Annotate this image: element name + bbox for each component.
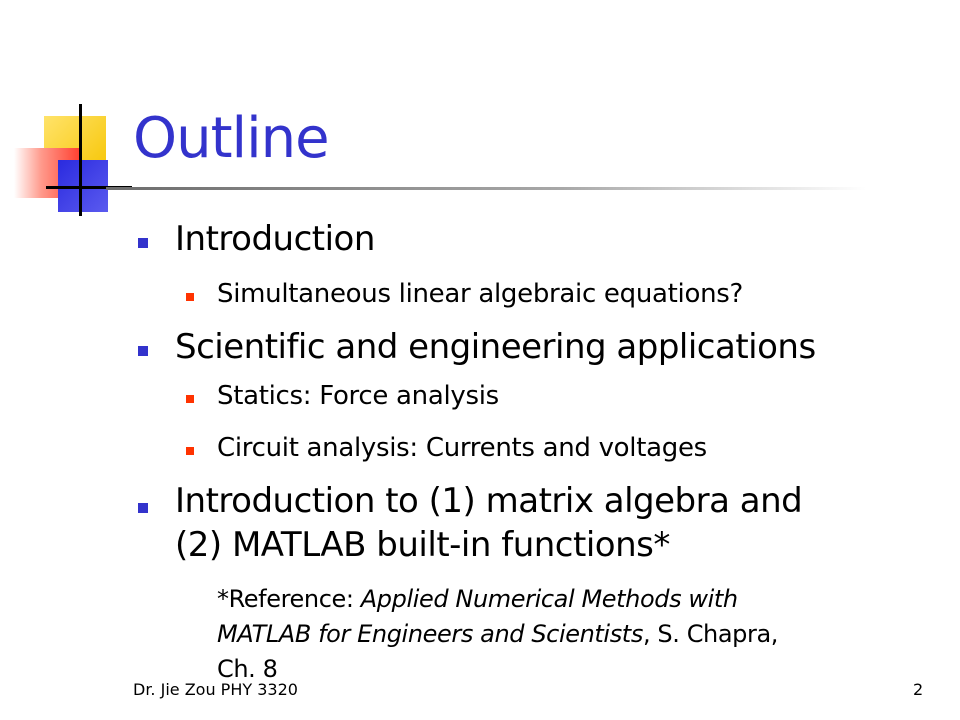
bullet-matrix-algebra-line1: Introduction to (1) matrix algebra and [175, 481, 803, 521]
level2-bullet-marker [186, 395, 194, 403]
reference-prefix: *Reference: [217, 585, 361, 613]
level2-bullet-marker [186, 447, 194, 455]
reference-chapter: Ch. 8 [217, 655, 278, 683]
bullet-matrix-algebra-line2: (2) MATLAB built-in functions* [175, 525, 670, 565]
level1-bullet-marker [138, 503, 148, 513]
level2-bullet-marker [186, 293, 194, 301]
deco-vertical-line [79, 104, 82, 216]
footer-page-number: 2 [913, 680, 924, 699]
bullet-introduction: Introduction [175, 219, 375, 259]
reference-note [217, 582, 917, 687]
title-underline-rule [106, 187, 866, 190]
bullet-circuit-analysis: Circuit analysis: Currents and voltages [217, 433, 707, 463]
reference-book-title-part2: MATLAB for Engineers and Scientists [217, 620, 643, 648]
bullet-applications: Scientific and engineering applications [175, 327, 816, 367]
reference-book-title-part1: Applied Numerical Methods with [360, 585, 738, 613]
bullet-simultaneous-equations: Simultaneous linear algebraic equations? [217, 279, 743, 309]
bullet-statics: Statics: Force analysis [217, 381, 499, 411]
slide-title: Outline [133, 106, 329, 171]
footer-author-course: Dr. Jie Zou PHY 3320 [133, 680, 298, 699]
level1-bullet-marker [138, 346, 148, 356]
level1-bullet-marker [138, 238, 148, 248]
reference-author: , S. Chapra, [642, 620, 779, 648]
